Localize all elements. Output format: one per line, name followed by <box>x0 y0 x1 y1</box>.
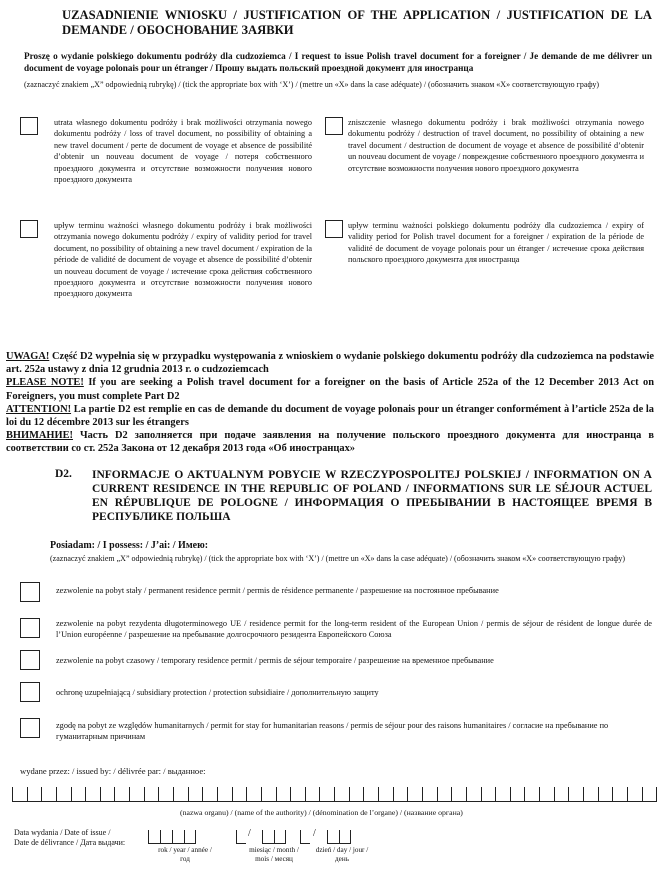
month-caption <box>238 846 310 864</box>
subsidiary-protection-checkbox[interactable] <box>20 682 40 702</box>
date-label-line1: Data wydania / Date of issue / <box>14 828 111 837</box>
section-number: D2. <box>55 468 72 480</box>
permit-long-term-eu-text: zezwolenie na pobyt rezydenta długoterminowego UE / residence permit for the long-term resident of the European Union / permis de séjour de résident de longue durée de l’Union européenne / разрешение на пребывание долгосрочного резидента Европейского Союза <box>56 619 652 640</box>
option-destruction-text: zniszczenie własnego dokumentu podróży i brak możliwości otrzymania nowego dokumentu podróży / destruction of travel document, no possibility of obtaining a new travel document / destruction de document de voyage et absence de possibilité d’obtenir un nouveau document de voyage / повреждение собственного проездного документа и отсутствие возможности получения нового проездного документа <box>348 118 644 173</box>
date-separator: / <box>248 828 251 839</box>
subsidiary-protection-text: ochronę uzupełniającą / subsidiary protection / protection subsidiaire / дополнительную защиту <box>56 688 379 697</box>
month-field-2[interactable] <box>262 830 286 844</box>
permit-temporary-checkbox[interactable] <box>20 650 40 670</box>
day-field-left[interactable] <box>300 830 310 844</box>
month-caption-line2: mois / месяц <box>255 855 293 863</box>
option-destruction-checkbox[interactable] <box>325 117 343 135</box>
option-expiry-polish-checkbox[interactable] <box>325 220 343 238</box>
year-field[interactable] <box>148 830 196 844</box>
option-loss-checkbox[interactable] <box>20 117 38 135</box>
request-text: Proszę o wydanie polskiego dokumentu podróży dla cudzoziemca / I request to issue Polish travel document for a foreigner / Je demande de me délivrer un document de voyage polonais pour un étranger / Прошу выдать польский проездной документ для иностранца <box>24 51 652 73</box>
date-of-issue-label <box>14 828 125 848</box>
year-caption-line1: rok / year / année / <box>158 846 212 854</box>
section-title: INFORMACJE O AKTUALNYM POBYCIE W RZECZYPOSPOLITEJ POLSKIEJ / INFORMATION ON A CURRENT RESIDENCE IN THE REPUBLIC OF POLAND / INFORMATIONS SUR LE SÉJOUR ACTUEL EN RÉPUBLIQUE DE POLOGNE / ИНФОРМАЦИЯ О ПРЕБЫВАНИИ В НАСТОЯЩЕЕ ВРЕМЯ В РЕСПУБЛИКЕ ПОЛЬША <box>92 469 652 523</box>
month-caption-line1: miesiąc / month / <box>249 846 299 854</box>
notice-text-ru: Часть D2 заполняется при подаче заявления на получение польского проездного документа для иностранца в соответствии со ст. 252a Закона от 12 декабря 2013 года «Об иностранцах» <box>6 430 654 455</box>
authority-name-field[interactable] <box>12 787 657 802</box>
humanitarian-stay-checkbox[interactable] <box>20 718 40 738</box>
permit-permanent-text: zezwolenie na pobyt stały / permanent residence permit / permis de résidence permanente / разрешение на постоянное пребывание <box>56 586 499 595</box>
notice-text-pl: Część D2 wypełnia się w przypadku występowania z wnioskiem o wydanie polskiego dokumentu podróży dla cudzoziemca na podstawie art. 252a ustawy z dnia 12 grudnia 2013 r. o cudzoziemcach <box>6 351 654 376</box>
permit-permanent-checkbox[interactable] <box>20 582 40 602</box>
option-expiry-own-checkbox[interactable] <box>20 220 38 238</box>
tick-instruction: (zaznaczyć znakiem „X” odpowiednią rubrykę) / (tick the appropriate box with ‘X’) / (mettre un «X» dans la case adéquate) / (обозначить знаком «X» соответствующую графу) <box>24 80 600 89</box>
notice-text-fr: La partie D2 est remplie en cas de demande du document de voyage polonais pour un étranger conformément à l’article 252a de la loi du 12 décembre 2013 sur les étrangers <box>6 403 654 429</box>
part-d2-notice <box>6 350 654 456</box>
notice-label-ru: ВНИМАНИЕ! <box>6 430 73 442</box>
option-loss-text: utrata własnego dokumentu podróży i brak możliwości otrzymania nowego dokumentu podróży / loss of travel document, no possibility of obtaining a new travel document / perte de document de voyage et absence de possibilité d’obtenir un nouveau document de voyage / потеря собственного проездного документа и отсутствие возможности получения нового проездного документа <box>54 118 312 185</box>
notice-label-fr: ATTENTION! <box>6 403 72 415</box>
issued-by-label: wydane przez: / issued by: / délivrée par: / выданное: <box>20 766 206 776</box>
month-field[interactable] <box>236 830 246 844</box>
date-separator-2: / <box>313 828 316 839</box>
possess-label: Posiadam: / I possess: / J’ai: / Имею: <box>50 540 209 551</box>
option-expiry-own-text: upływ terminu ważności własnego dokumentu podróży i brak możliwości otrzymania nowego dokumentu podróży / expiry of validity period for travel document, no possibility of obtaining a new travel document / expiration de la période de validité de document de voyage et absence de possibilité d’obtenir un nouveau document de voyage / истечение срока действия собственного проездного документа и отсутствие возможности получения нового проездного документа <box>54 221 312 299</box>
page-title: UZASADNIENIE WNIOSKU / JUSTIFICATION OF THE APPLICATION / JUSTIFICATION DE LA DEMANDE / ОБОСНОВАНИЕ ЗАЯВКИ <box>62 8 652 37</box>
permit-long-term-eu-checkbox[interactable] <box>20 618 40 638</box>
permit-temporary-text: zezwolenie na pobyt czasowy / temporary residence permit / permis de séjour temporaire / разрешение на временное пребывание <box>56 656 494 665</box>
date-label-line2: Date de délivrance / Дата выдачи: <box>14 838 126 847</box>
day-field[interactable] <box>327 830 351 844</box>
authority-caption: (nazwa organu) / (name of the authority) / (dénomination de l’organe) / (название органа) <box>180 808 463 817</box>
year-caption-line2: год <box>180 855 190 863</box>
notice-label-pl: UWAGA! <box>6 351 50 362</box>
day-caption <box>308 846 376 864</box>
request-statement <box>24 50 652 74</box>
day-caption-line1: dzień / day / jour / <box>315 846 369 854</box>
option-expiry-polish-text: upływ terminu ważności polskiego dokumentu podróży dla cudzoziemca / expiry of validity period for Polish travel document for a foreigner / expiration de la période de validité de document de voyage polonais pour un étranger / истечение срока действия польского проездного документа для иностранца <box>348 221 644 265</box>
year-caption <box>150 846 220 864</box>
notice-text-en: If you are seeking a Polish travel document for a foreigner on the basis of Article 252a of the 12 December 2013 Act on Foreigners, you must complete Part D2 <box>6 377 655 402</box>
notice-label-en: PLEASE NOTE! <box>6 377 84 389</box>
day-caption-line2: день <box>335 855 349 863</box>
humanitarian-stay-text: zgodę na pobyt ze względów humanitarnych / permit for stay for humanitarian reasons / permis de séjour pour des raisons humanitaires / согласие на пребывание по гуманитарным причинам <box>56 721 609 742</box>
d2-tick-instruction: (zaznaczyć znakiem „X” odpowiednią rubrykę) / (tick the appropriate box with ‘X’) / (mettre un «X» dans la case adéquate) / (обозначить знаком «X» соответствующую графу) <box>50 554 626 563</box>
